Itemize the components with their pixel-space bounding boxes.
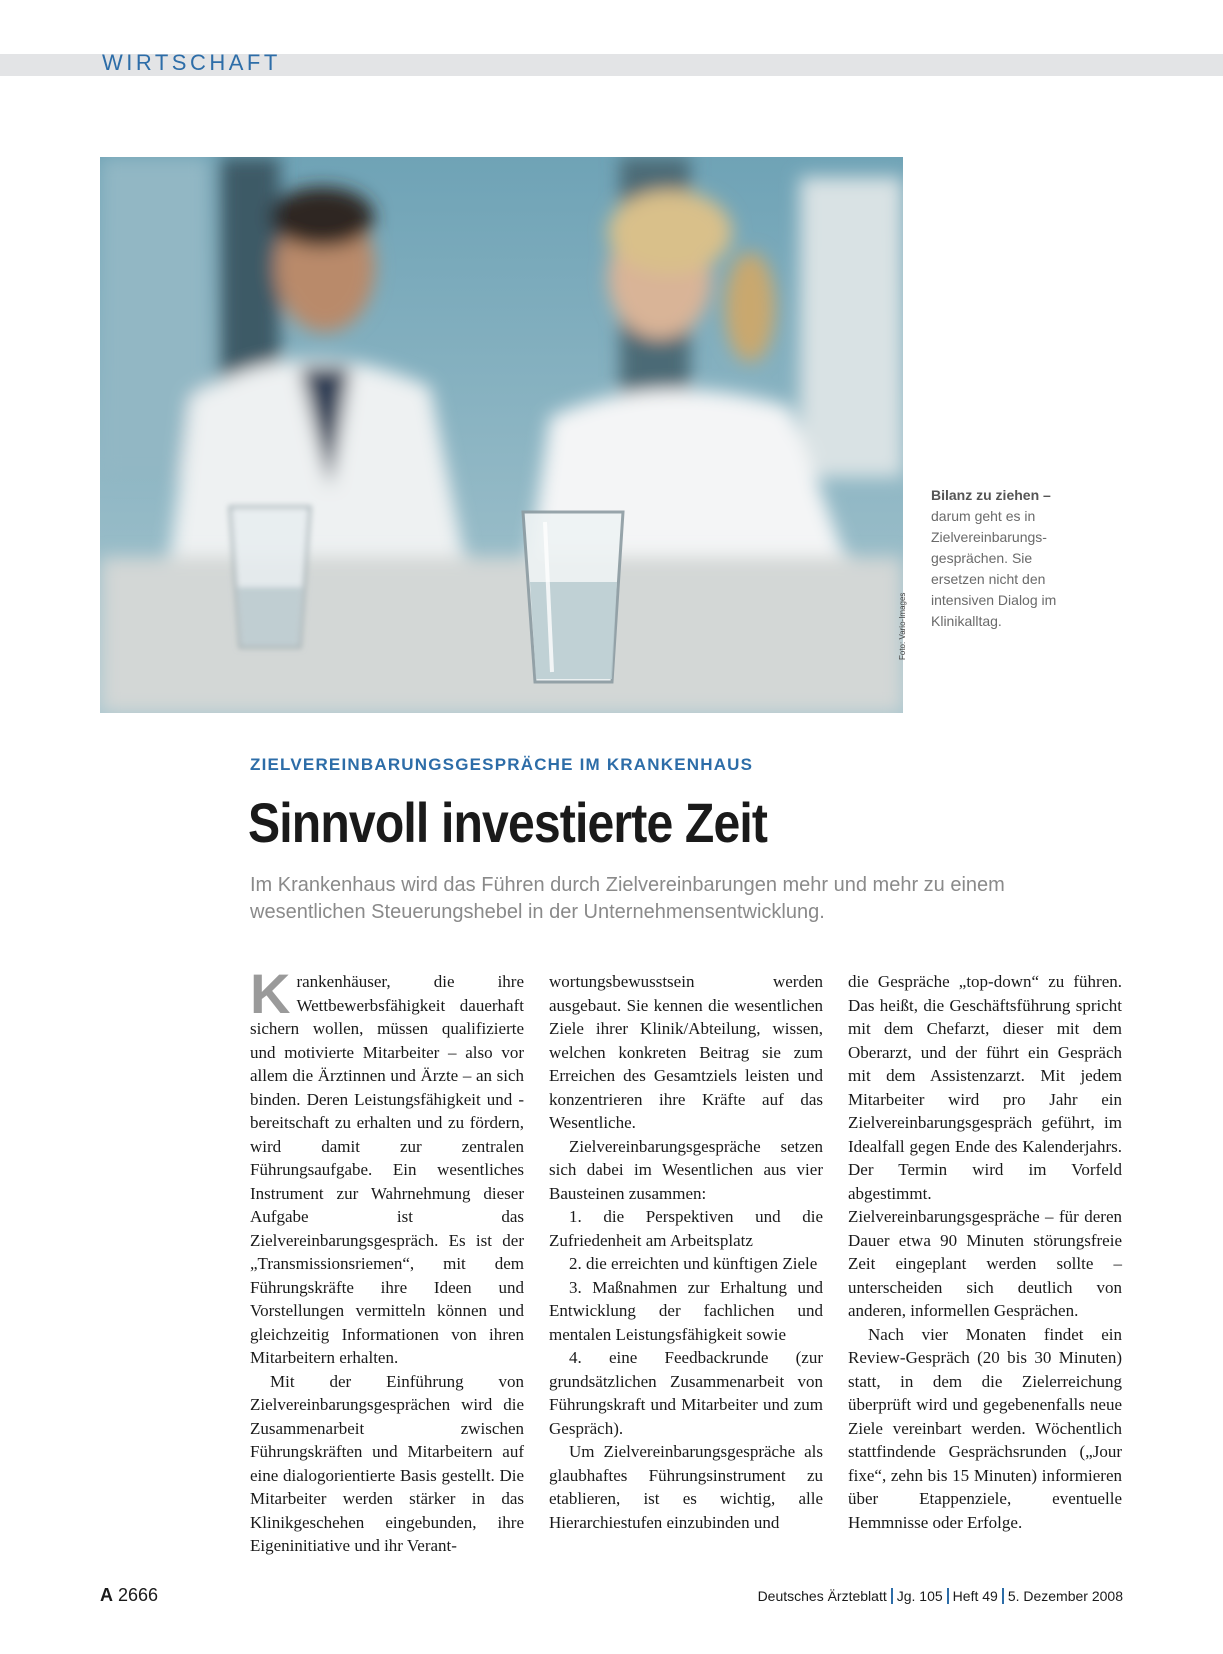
article-photo (100, 157, 903, 713)
page-number (100, 1585, 158, 1606)
photo-illustration (100, 157, 903, 713)
article-column-3 (848, 970, 1122, 1534)
page-number-value: 2666 (118, 1585, 159, 1605)
section-label: WIRTSCHAFT (102, 50, 281, 75)
col2-paragraph-3: Um Zielvereinbarungsgespräche als glaubhaftes Führungsinstrument zu etablieren, ist es wichtig, alle Hierarchiestufen einzubinden und (549, 1442, 823, 1532)
caption-lead: Bilanz zu ziehen – (931, 487, 1051, 503)
col1-paragraph-1: rankenhäuser, die ihre Wettbewerbsfähigkeit dauerhaft sichern wollen, müssen qualifizierte und motivierte Mitarbeiter – also vor allem die Ärztinnen und Ärzte – an sich binden. Deren Leistungsfähigkeit und -bereitschaft zu erhalten und zu fördern, wird damit zur zentralen Führungsaufgabe. Ein wesentliches Instrument zur Wahrnehmung dieser Aufgabe ist das Zielvereinbarungsgespräch. Es ist der „Transmissionsriemen“, mit dem Führungskräfte ihre Ideen und Vorstellungen vermitteln können und gleichzeitig Informationen von ihren Mitarbeitern erhalten. (250, 972, 524, 1367)
article-kicker: ZIELVEREINBARUNGSGESPRÄCHE IM KRANKENHAUS (250, 755, 754, 774)
journal-date: 5. Dezember 2008 (1007, 1588, 1123, 1604)
col3-paragraph-2: Nach vier Monaten findet ein Review-Gespräch (20 bis 30 Minuten) statt, in dem die Zielerreichung überprüft wird und gegebenenfalls neue Ziele vereinbart werden. Wöchentlich stattfindende Gesprächsrunden („Jour fixe“, zehn bis 15 Minuten) informieren über Etappenziele, eventuelle Hemmnisse oder Erfolge. (848, 1324, 1122, 1532)
dropcap: K (250, 962, 291, 1025)
photo-caption (931, 485, 1081, 632)
journal-volume: Jg. 105 (896, 1588, 943, 1604)
journal-info (758, 1588, 1123, 1604)
separator (1002, 1588, 1004, 1604)
caption-text: darum geht es in Zielvereinbarungsgesprächen. Sie ersetzen nicht den intensiven Dialog im Klinikalltag. (931, 508, 1057, 629)
article-deck: Im Krankenhaus wird das Führen durch Zielvereinbarungen mehr und mehr zu einem wesentlichen Steuerungshebel in der Unternehmensentwicklung. (250, 874, 1005, 923)
page-prefix: A (100, 1585, 113, 1605)
col1-paragraph-2: Mit der Einführung von Zielvereinbarungsgesprächen wird die Zusammenarbeit zwischen Führungskräften und Mitarbeitern auf eine dialogorientierte Basis gestellt. Die Mitarbeiter werden stärker in das Klinikgeschehen eingebunden, ihre Eigeninitiative und ihr Verant- (250, 1371, 524, 1555)
photo-credit: Foto: Vario-Images (898, 592, 907, 660)
list-item-4: 4. eine Feedbackrunde (zur grundsätzlichen Zusammenarbeit von Führungskraft und Mitarbeiter und zum Gespräch). (549, 1348, 823, 1438)
list-item-3: 3. Maßnahmen zur Erhaltung und Entwicklung der fachlichen und mentalen Leistungsfähigkeit sowie (549, 1277, 823, 1344)
article-headline: Sinnvoll investierte Zeit (248, 791, 768, 854)
journal-name: Deutsches Ärzteblatt (757, 1588, 887, 1604)
col2-paragraph-1: wortungsbewusstsein werden ausgebaut. Sie kennen die wesentlichen Ziele ihrer Klinik/Abteilung, wissen, welchen konkreten Beitrag sie zum Erreichen des Gesamtziels leisten und konzentrieren ihre Kräfte auf das Wesentliche. (549, 972, 823, 1132)
journal-issue: Heft 49 (952, 1588, 998, 1604)
list-item-1: 1. die Perspektiven und die Zufriedenheit am Arbeitsplatz (549, 1207, 823, 1250)
article-column-1 (250, 962, 524, 1558)
separator (891, 1588, 893, 1604)
article-column-2 (549, 970, 823, 1534)
separator (947, 1588, 949, 1604)
col2-paragraph-2: Zielvereinbarungsgespräche setzen sich dabei im Wesentlichen aus vier Bausteinen zusammen: (549, 1136, 823, 1203)
list-item-2: 2. die erreichten und künftigen Ziele (569, 1254, 818, 1273)
col3-paragraph-1: die Gespräche „top-down“ zu führen. Das heißt, die Geschäftsführung spricht mit dem Chefarzt, dieser mit dem Oberarzt, und der führt ein Gespräch mit dem Assistenzarzt. Mit jedem Mitarbeiter wird pro Jahr ein Zielvereinbarungsgespräch geführt, im Idealfall gegen Ende des Kalenderjahrs. Der Termin wird im Vorfeld abgestimmt. Zielvereinbarungsgespräche – für deren Dauer etwa 90 Minuten störungsfreie Zeit eingeplant werden sollte – unterscheiden sich deutlich von anderen, informellen Gesprächen. (848, 972, 1122, 1320)
